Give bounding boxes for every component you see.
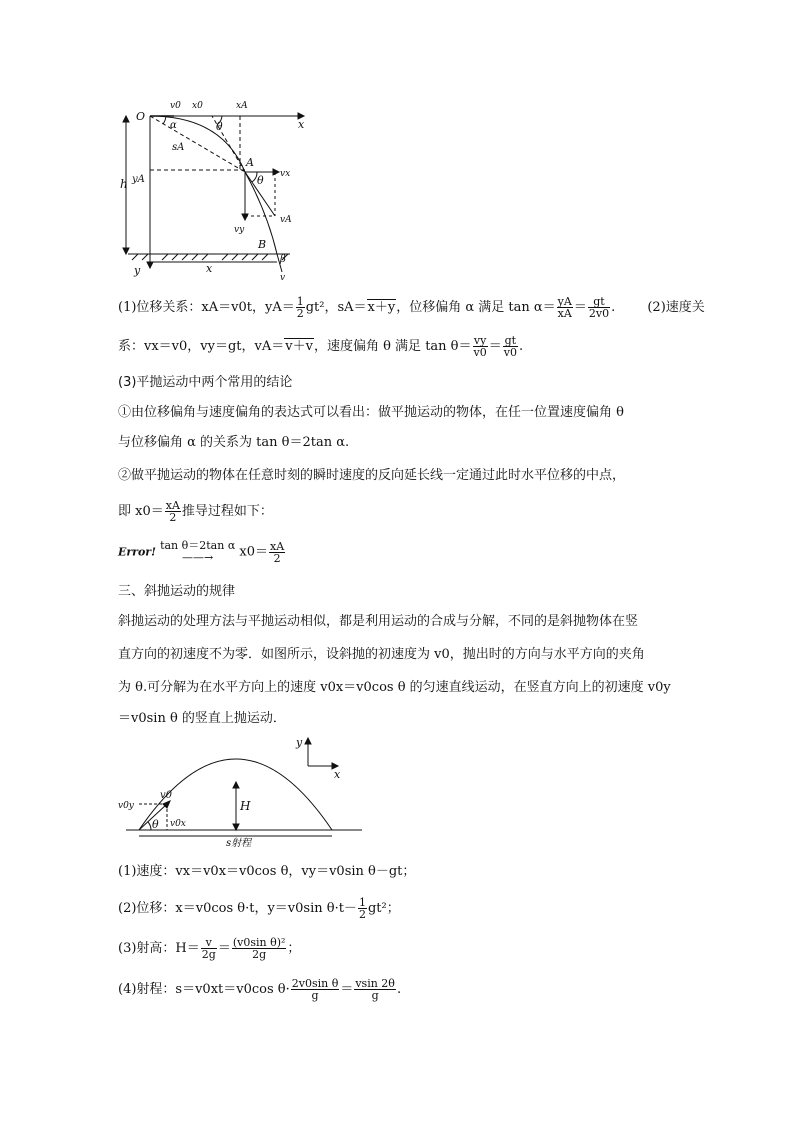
label-x-bottom: x bbox=[206, 262, 213, 275]
denominator: v0 bbox=[473, 346, 487, 359]
projectile-figure bbox=[112, 92, 322, 282]
fig2-label-v0: v0 bbox=[160, 790, 173, 801]
denominator: 2v0 bbox=[588, 307, 610, 320]
numerator: 1 bbox=[296, 295, 304, 308]
text: xA＝v0t，yA＝ bbox=[201, 300, 295, 315]
label-alpha: α bbox=[170, 120, 177, 131]
para-conclusion-1a: ①由位移偏角与速度偏角的表达式可以看出：做平抛运动的物体，在任一位置速度偏角 θ bbox=[118, 405, 624, 420]
text: (2)位移：x＝v0cos θ·t，y＝v0sin θ·t－ bbox=[118, 901, 357, 916]
denominator: 2 bbox=[273, 551, 281, 565]
formula-velocity: (1)速度：vx＝v0x＝v0cos θ，vy＝v0sin θ－gt； bbox=[118, 864, 416, 879]
text: ＝ bbox=[573, 300, 587, 315]
text: ，位移偏角 α 满足 tan α＝ bbox=[396, 300, 556, 315]
denominator: 2 bbox=[358, 908, 366, 921]
para-conclusion-1b: 与位移偏角 α 的关系为 tan θ＝2tan α. bbox=[118, 435, 350, 450]
fig2-label-theta: θ bbox=[152, 818, 159, 831]
text: gt²； bbox=[367, 901, 400, 916]
text: ＝ bbox=[340, 982, 354, 997]
para-oblique-4: ＝v0sin θ 的竖直上抛运动． bbox=[118, 711, 286, 726]
para-oblique-2: 直方向的初速度不为零．如图所示，设斜抛的初速度为 v0，抛出时的方向与水平方向的夹角 bbox=[118, 647, 645, 662]
para-conclusions-heading: (3)平抛运动中两个常用的结论 bbox=[118, 375, 293, 390]
sqrt: v＋v bbox=[285, 339, 313, 354]
numerator: gt bbox=[504, 334, 517, 347]
numerator: vsin 2θ bbox=[355, 977, 395, 990]
fraction bbox=[296, 296, 305, 319]
fraction bbox=[354, 978, 396, 1001]
fraction bbox=[232, 937, 287, 960]
text: ，速度偏角 θ 满足 tan θ＝ bbox=[313, 339, 472, 354]
numerator: v bbox=[201, 937, 217, 949]
text: (1)位移关系： bbox=[118, 300, 202, 315]
numerator: yA bbox=[557, 295, 572, 308]
text: . bbox=[518, 339, 524, 354]
text: 推导过程如下： bbox=[181, 504, 273, 519]
label-yA: yA bbox=[132, 174, 145, 185]
label-O: O bbox=[136, 110, 146, 123]
formula-displacement bbox=[118, 897, 400, 920]
oblique-figure bbox=[112, 728, 372, 850]
text: (2)速度关 bbox=[647, 300, 705, 315]
derivation-line bbox=[118, 540, 286, 564]
denominator: 2g bbox=[252, 948, 267, 961]
formula-height bbox=[118, 937, 300, 960]
label-y-axis: y bbox=[134, 264, 141, 277]
label-v: v bbox=[280, 273, 286, 282]
denominator: xA bbox=[557, 307, 572, 320]
numerator: 2v0sin θ bbox=[291, 977, 339, 990]
fraction bbox=[588, 296, 610, 319]
numerator: xA bbox=[165, 499, 180, 512]
denominator: g bbox=[371, 989, 379, 1002]
text: gt²，sA＝ bbox=[305, 300, 367, 315]
text: 即 x0＝ bbox=[118, 504, 164, 519]
formula-range bbox=[118, 978, 401, 1001]
numerator: xA bbox=[270, 539, 285, 553]
numerator: vy bbox=[473, 334, 487, 347]
label-xA: xA bbox=[236, 101, 248, 111]
label-sA: sA bbox=[172, 142, 185, 153]
denominator: g bbox=[311, 989, 319, 1002]
label-A: A bbox=[246, 156, 254, 169]
para-conclusion-2a: ②做平抛运动的物体在任意时刻的瞬时速度的反向延长线一定通过此时水平位移的中点， bbox=[118, 468, 626, 483]
label-B: B bbox=[258, 238, 267, 251]
fig2-label-v0y: v0y bbox=[118, 801, 134, 811]
text: ＝ bbox=[217, 941, 231, 956]
fraction bbox=[201, 937, 217, 960]
arrow-with-label bbox=[160, 540, 235, 564]
label-beta: β bbox=[280, 254, 286, 265]
fraction bbox=[503, 335, 518, 358]
fig2-label-x: x bbox=[334, 768, 341, 781]
fig2-label-y: y bbox=[296, 736, 303, 749]
fig2-label-H: H bbox=[240, 799, 251, 813]
label-h: h bbox=[120, 177, 128, 191]
fraction bbox=[165, 500, 181, 523]
denominator: 2g bbox=[201, 948, 216, 961]
fraction bbox=[358, 897, 367, 920]
error-text: Error! bbox=[118, 545, 156, 559]
text: . bbox=[611, 300, 616, 315]
label-vx: vx bbox=[280, 169, 291, 179]
numerator: 1 bbox=[358, 896, 366, 909]
text: (3)射高：H＝ bbox=[118, 941, 200, 956]
text: x0＝ bbox=[239, 544, 268, 560]
numerator: (v0sin θ)² bbox=[232, 936, 286, 949]
text: 系：vx＝v0，vy＝gt，vA＝ bbox=[118, 339, 285, 354]
denominator: v0 bbox=[503, 346, 517, 359]
section-title: 三、斜抛运动的规律 bbox=[118, 584, 236, 599]
numerator: gt bbox=[588, 296, 610, 308]
arrow-icon: ——→ bbox=[182, 551, 214, 564]
para-oblique-1: 斜抛运动的处理方法与平抛运动相似，都是利用运动的合成与分解，不同的是斜抛物体在竖 bbox=[118, 614, 639, 629]
para-velocity bbox=[118, 335, 523, 358]
label-x-axis: x bbox=[298, 118, 305, 131]
label-vA: vA bbox=[280, 215, 292, 225]
denominator: 2 bbox=[296, 307, 304, 320]
para-oblique-3: 为 θ.可分解为在水平方向上的速度 v0x＝v0cos θ 的匀速直线运动，在竖直方向上的初速度 v0y bbox=[118, 680, 671, 695]
fraction bbox=[269, 541, 285, 564]
text: ； bbox=[287, 941, 301, 956]
label-x0: x0 bbox=[192, 101, 203, 111]
label-v0: v0 bbox=[170, 101, 181, 111]
text: . bbox=[396, 982, 402, 997]
label-vy: vy bbox=[234, 225, 245, 235]
para-displacement bbox=[118, 296, 705, 319]
sqrt: x＋y bbox=[367, 300, 396, 315]
label-theta: θ bbox=[216, 120, 223, 133]
denominator: 2 bbox=[169, 511, 177, 524]
para-conclusion-2b bbox=[118, 500, 273, 523]
fig2-label-v0x: v0x bbox=[170, 819, 186, 829]
text: (4)射程：s＝v0xt＝v0cos θ· bbox=[118, 982, 290, 997]
fraction bbox=[557, 296, 573, 319]
fraction bbox=[473, 335, 488, 358]
fig2-label-s: s射程 bbox=[226, 838, 252, 849]
text: ＝ bbox=[488, 339, 502, 354]
arrow-label: tan θ＝2tan α bbox=[160, 539, 236, 552]
fraction bbox=[291, 978, 340, 1001]
label-theta2: θ bbox=[257, 174, 264, 187]
